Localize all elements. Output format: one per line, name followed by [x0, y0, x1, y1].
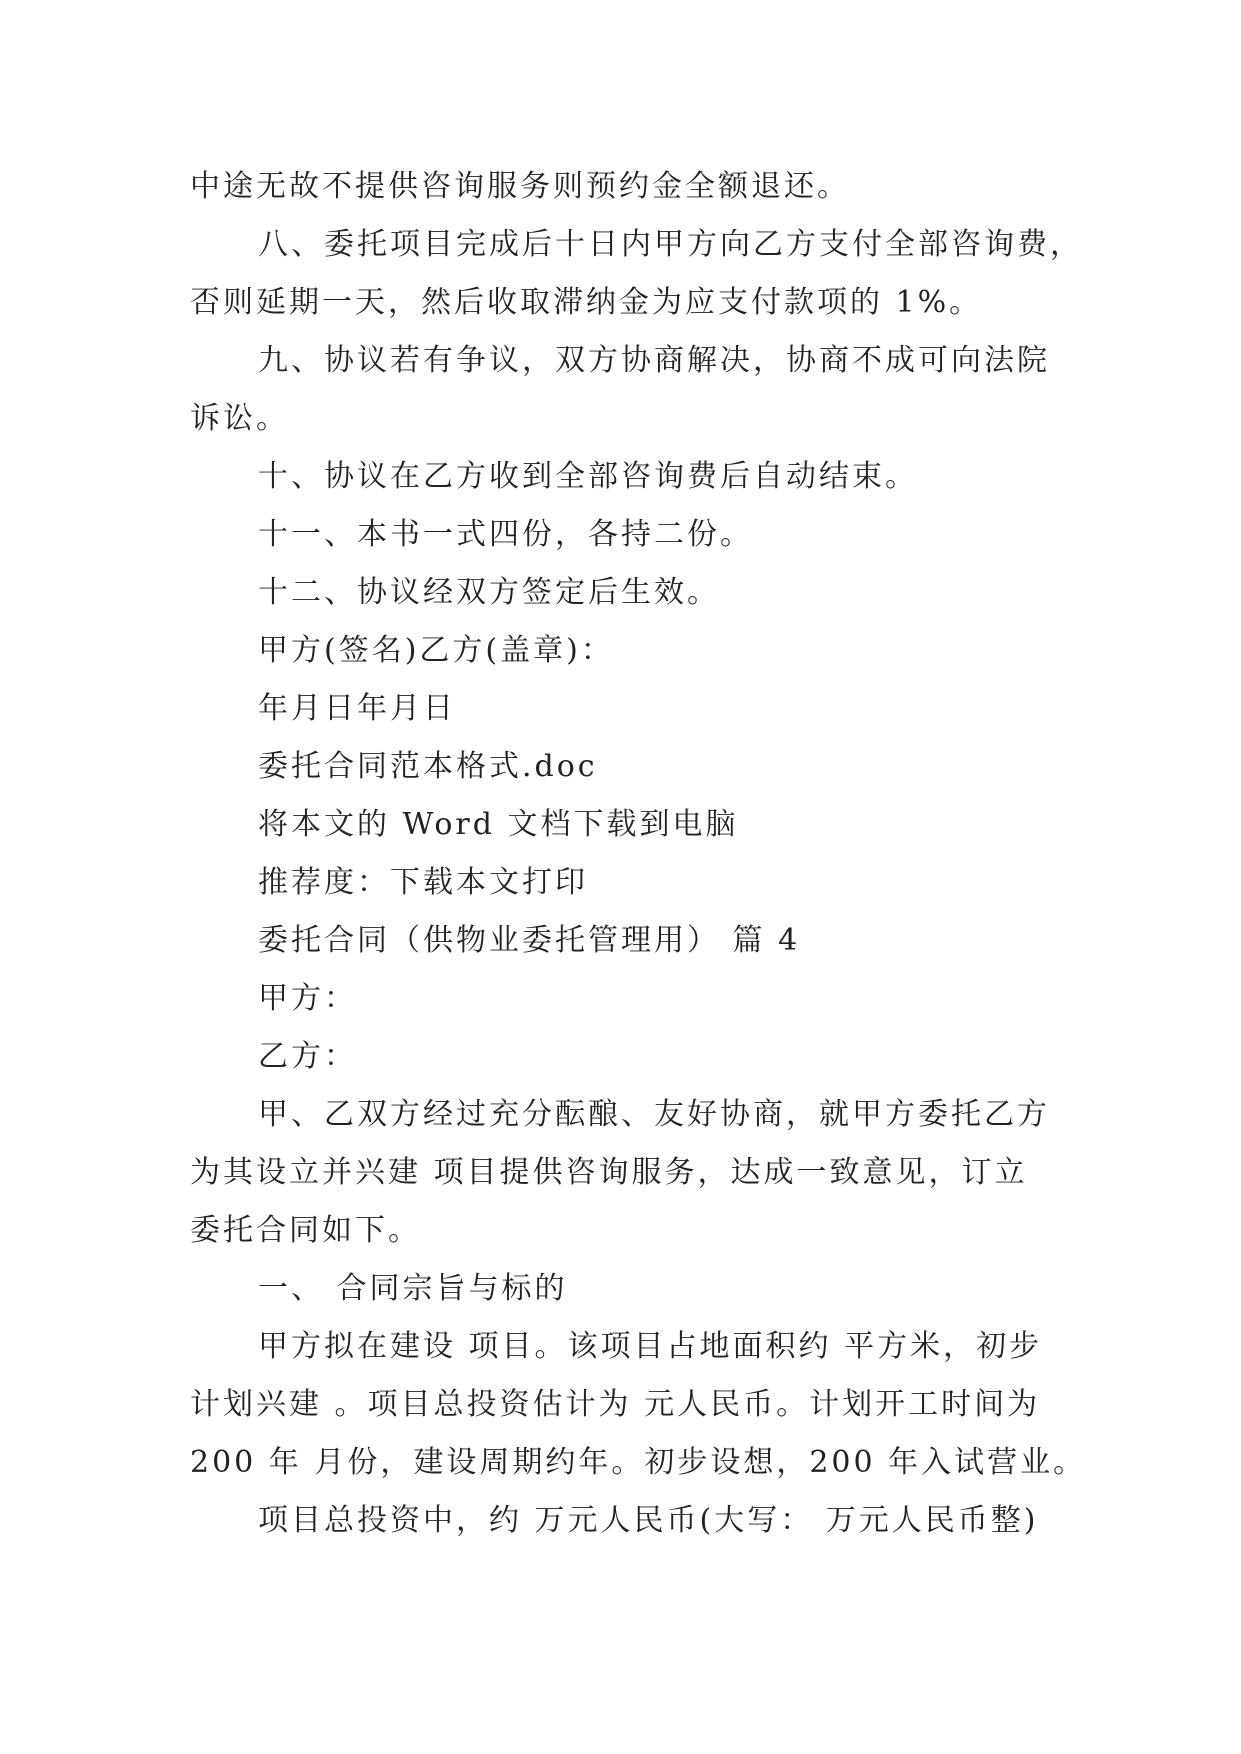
section-title: 委托合同（供物业委托管理用） 篇 4: [258, 923, 801, 958]
signature-line: 甲方(签名)乙方(盖章)：: [258, 633, 614, 668]
text-line: 诉讼。: [190, 401, 289, 436]
document-filename: 委托合同范本格式.doc: [258, 749, 598, 784]
party-a-line: 甲方：: [258, 981, 357, 1016]
text-line: 八、委托项目完成后十日内甲方向乙方支付全部咨询费，: [258, 227, 1083, 262]
party-b-line: 乙方：: [258, 1039, 357, 1074]
text-line: 十一、本书一式四份，各持二份。: [258, 517, 753, 552]
text-line: 委托合同如下。: [190, 1213, 421, 1248]
recommendation-text: 推荐度：下载本文打印: [258, 865, 588, 900]
date-line: 年月日年月日: [258, 691, 456, 726]
document-body: [190, 158, 1090, 1550]
download-text: 将本文的 Word 文档下载到电脑: [258, 807, 739, 842]
text-line: 九、协议若有争议，双方协商解决，协商不成可向法院: [258, 343, 1050, 378]
text-line: 为其设立并兴建 项目提供咨询服务，达成一致意见，订立: [190, 1155, 1028, 1190]
text-line: 中途无故不提供咨询服务则预约金全额退还。: [190, 169, 850, 204]
text-line: 甲方拟在建设 项目。该项目占地面积约 平方米，初步: [258, 1329, 1043, 1364]
text-line: 否则延期一天，然后收取滞纳金为应支付款项的 1%。: [190, 285, 983, 320]
text-line: 200 年 月份，建设周期约年。初步设想，200 年入试营业。: [190, 1445, 1087, 1480]
clause-heading: 一、 合同宗旨与标的: [258, 1271, 568, 1306]
text-line: 十、协议在乙方收到全部咨询费后自动结束。: [258, 459, 918, 494]
text-line: 甲、乙双方经过充分酝酿、友好协商，就甲方委托乙方: [258, 1097, 1050, 1132]
text-line: 十二、协议经双方签定后生效。: [258, 575, 720, 610]
text-line: 计划兴建 。项目总投资估计为 元人民币。计划开工时间为: [190, 1387, 1041, 1422]
text-line: 项目总投资中，约 万元人民币(大写： 万元人民币整): [258, 1503, 1039, 1538]
